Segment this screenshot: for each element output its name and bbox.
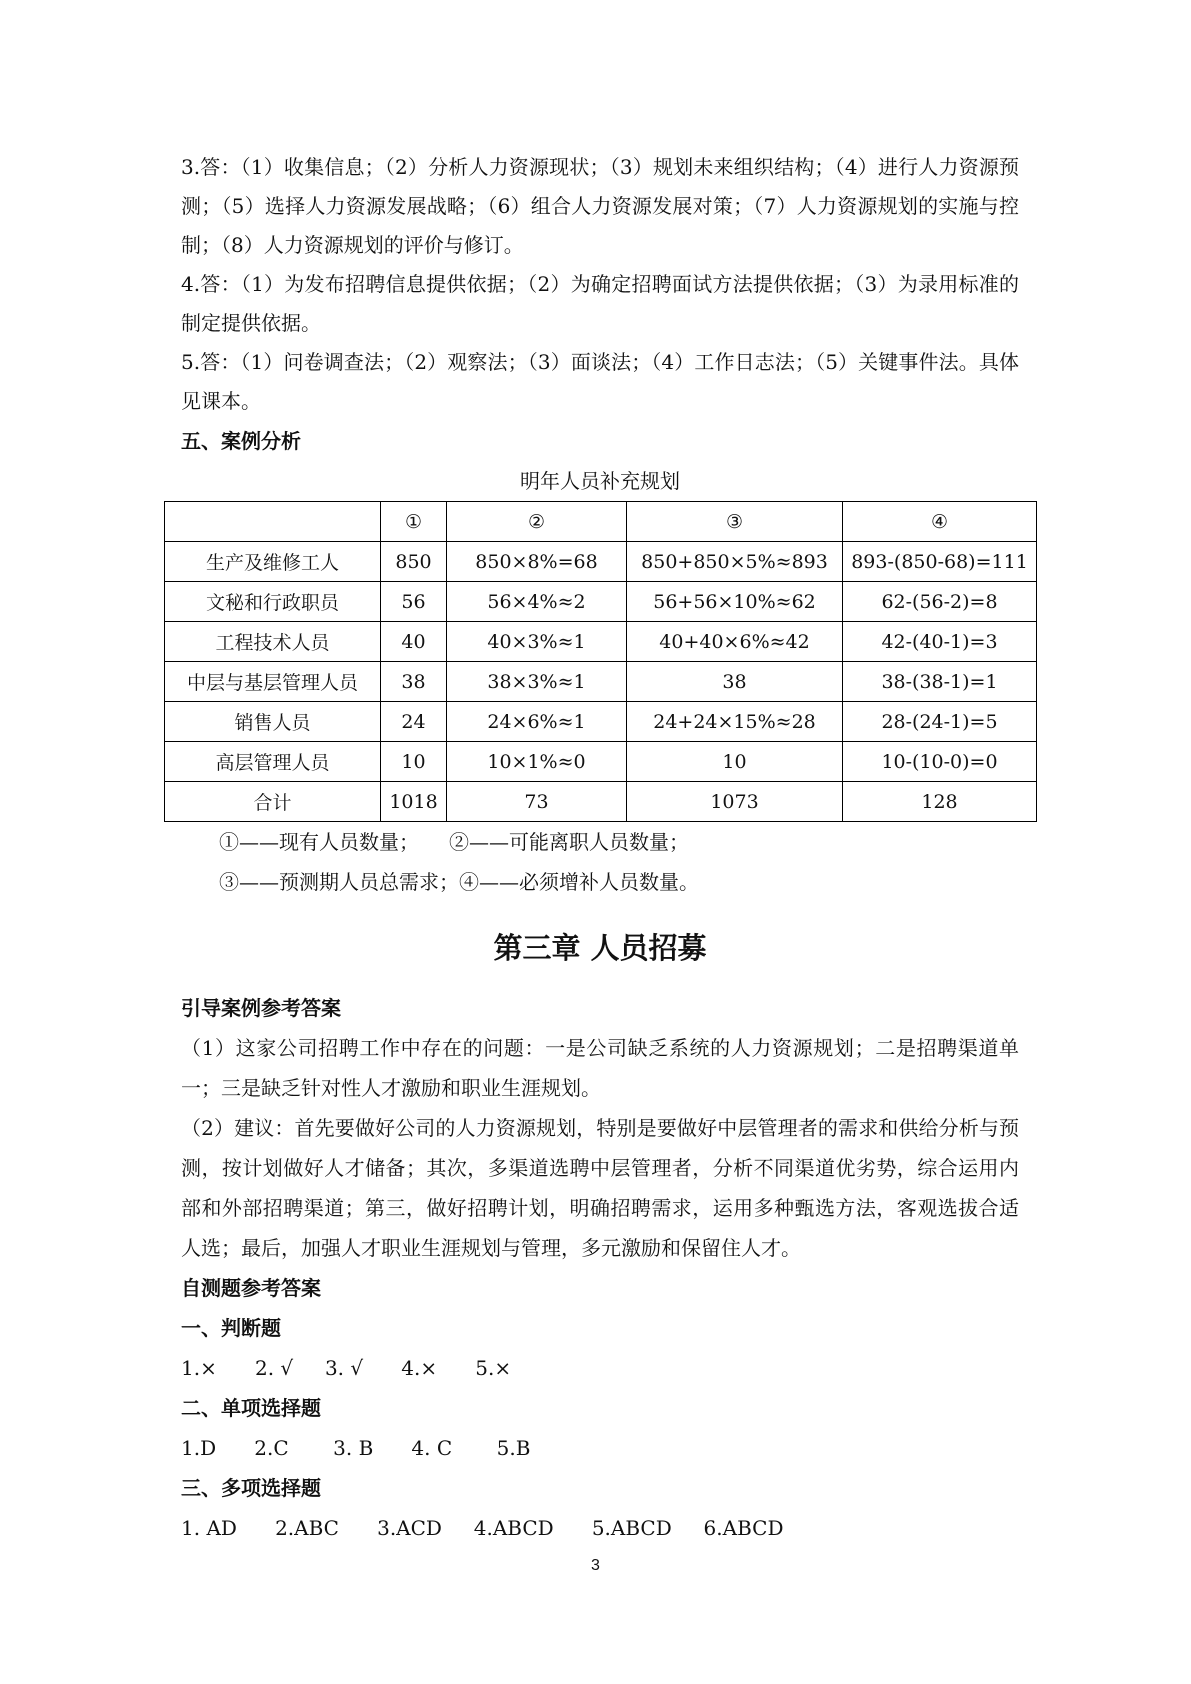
table-legend-line-1 <box>181 822 1019 862</box>
table-cell: 10×1%≈0 <box>447 742 627 782</box>
table-cell: 38×3%≈1 <box>447 662 627 702</box>
guide-answer-2: （2）建议：首先要做好公司的人力资源规划，特别是要做好中层管理者的需求和供给分析与预测，按计划做好人才储备；其次，多渠道选聘中层管理者，分析不同渠道优劣势，综合运用内部和外部招聘渠道；第三，做好招聘计划，明确招聘需求，运用多种甄选方法，客观选拔合适人选；最后，加强人才职业生涯规划与管理，多元激励和保留住人才。 <box>181 1116 1019 1260</box>
table-cell: 销售人员 <box>165 702 381 742</box>
table-cell: 42-(40-1)=3 <box>843 622 1037 662</box>
table-cell: 合计 <box>165 782 381 822</box>
table-cell: 850 <box>381 542 447 582</box>
table-row <box>165 542 1037 582</box>
table-header-cell: ③ <box>627 502 843 542</box>
table-cell: 38-(38-1)=1 <box>843 662 1037 702</box>
table-cell: 24 <box>381 702 447 742</box>
table-cell: 56+56×10%≈62 <box>627 582 843 622</box>
table-header-cell: ④ <box>843 502 1037 542</box>
table-cell: 24+24×15%≈28 <box>627 702 843 742</box>
table-cell: 893-(850-68)=111 <box>843 542 1037 582</box>
legend-item: ①——现有人员数量； <box>219 830 419 854</box>
table-header-cell: ① <box>381 502 447 542</box>
answer-4: 4.答：（1）为发布招聘信息提供依据；（2）为确定招聘面试方法提供依据；（3）为录用标准的制定提供依据。 <box>181 272 1019 335</box>
table-cell: 73 <box>447 782 627 822</box>
legend-item: ④——必须增补人员数量。 <box>459 870 699 894</box>
staffing-plan-table <box>164 501 1037 822</box>
table-cell: 中层与基层管理人员 <box>165 662 381 702</box>
true-false-answers: 1.× 2. √ 3. √ 4.× 5.× <box>181 1356 512 1380</box>
table-cell: 38 <box>381 662 447 702</box>
table-legend-line-2 <box>181 862 1019 902</box>
table-header-cell <box>165 502 381 542</box>
table-row <box>165 582 1037 622</box>
legend-item: ②——可能离职人员数量； <box>449 830 689 854</box>
legend-item: ③——预测期人员总需求； <box>219 870 459 894</box>
table-cell: 40×3%≈1 <box>447 622 627 662</box>
single-choice-heading: 二、单项选择题 <box>181 1396 321 1420</box>
table-cell: 850×8%=68 <box>447 542 627 582</box>
guide-case-heading: 引导案例参考答案 <box>181 996 341 1020</box>
multiple-choice-heading: 三、多项选择题 <box>181 1476 321 1500</box>
table-cell: 28-(24-1)=5 <box>843 702 1037 742</box>
table-cell: 10 <box>627 742 843 782</box>
table-cell: 128 <box>843 782 1037 822</box>
chapter-title: 第三章 人员招募 <box>493 931 707 965</box>
guide-answer-1: （1）这家公司招聘工作中存在的问题：一是公司缺乏系统的人力资源规划；二是招聘渠道单一；三是缺乏针对性人才激励和职业生涯规划。 <box>181 1036 1019 1100</box>
table-total-row <box>165 782 1037 822</box>
table-cell: 38 <box>627 662 843 702</box>
page-content <box>181 148 1028 1548</box>
table-header-cell: ② <box>447 502 627 542</box>
table-cell: 40+40×6%≈42 <box>627 622 843 662</box>
table-row <box>165 742 1037 782</box>
table-caption: 明年人员补充规划 <box>520 469 680 493</box>
multiple-choice-answers: 1. AD 2.ABC 3.ACD 4.ABCD 5.ABCD 6.ABCD <box>181 1516 784 1540</box>
table-cell: 高层管理人员 <box>165 742 381 782</box>
table-cell: 10-(10-0)=0 <box>843 742 1037 782</box>
table-header-row <box>165 502 1037 542</box>
table-cell: 40 <box>381 622 447 662</box>
true-false-heading: 一、判断题 <box>181 1316 281 1340</box>
table-cell: 24×6%≈1 <box>447 702 627 742</box>
section-heading-case-analysis: 五、案例分析 <box>181 429 301 453</box>
table-cell: 生产及维修工人 <box>165 542 381 582</box>
page-number: 3 <box>591 1557 600 1574</box>
table-cell: 1018 <box>381 782 447 822</box>
table-row <box>165 622 1037 662</box>
table-row <box>165 662 1037 702</box>
self-test-heading: 自测题参考答案 <box>181 1276 321 1300</box>
answer-3: 3.答：（1）收集信息；（2）分析人力资源现状；（3）规划未来组织结构；（4）进行人力资源预测；（5）选择人力资源发展战略；（6）组合人力资源发展对策；（7）人力资源规划的实施与控制；（8）人力资源规划的评价与修订。 <box>181 155 1019 257</box>
answer-5: 5.答：（1）问卷调查法；（2）观察法；（3）面谈法；（4）工作日志法；（5）关键事件法。具体见课本。 <box>181 350 1019 413</box>
table-cell: 62-(56-2)=8 <box>843 582 1037 622</box>
table-cell: 56 <box>381 582 447 622</box>
table-cell: 工程技术人员 <box>165 622 381 662</box>
table-cell: 850+850×5%≈893 <box>627 542 843 582</box>
table-cell: 1073 <box>627 782 843 822</box>
table-cell: 56×4%≈2 <box>447 582 627 622</box>
table-cell: 文秘和行政职员 <box>165 582 381 622</box>
table-cell: 10 <box>381 742 447 782</box>
single-choice-answers: 1.D 2.C 3. B 4. C 5.B <box>181 1436 531 1460</box>
table-row <box>165 702 1037 742</box>
